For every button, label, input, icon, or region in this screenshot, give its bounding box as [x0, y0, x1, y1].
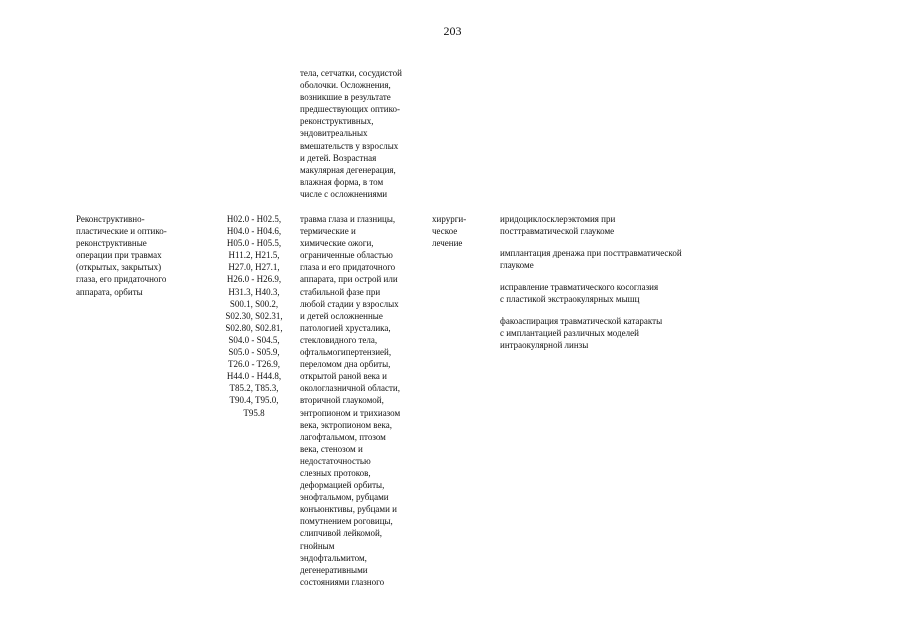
text-line: хирурги-: [432, 214, 467, 224]
icd-codes-cell: [214, 213, 294, 419]
text-line: химические ожоги,: [300, 238, 374, 249]
code-line: S00.1, S00.2,: [229, 298, 279, 309]
text-line: реконструктивные: [76, 238, 147, 249]
text-line: стабильной фазе при: [300, 286, 381, 297]
text-line: эндофтальмитом,: [300, 552, 367, 563]
method-item: [500, 247, 740, 271]
text-line: операции при травмах: [76, 250, 162, 261]
code-line: H04.0 - H04.6,: [226, 226, 282, 237]
code-line: H44.0 - H44.8,: [226, 371, 282, 382]
text-line: патологией хрусталика,: [300, 322, 391, 333]
text-line: ческое: [432, 226, 458, 237]
code-line: T26.0 - T26.9,: [227, 359, 281, 370]
text-line: пластические и оптико-: [76, 226, 167, 237]
code-line: S02.30, S02.31,: [225, 310, 283, 321]
text-line: энтропионом и трихиазом: [300, 407, 401, 418]
text-line: офтальмогипертензией,: [300, 347, 392, 358]
patient-model-cell: [300, 213, 430, 588]
code-line: T90.4, T95.0,: [229, 395, 279, 406]
text-line: эндовитреальных: [300, 128, 368, 139]
text-line: деформацией орбиты,: [300, 480, 385, 491]
text-line: Реконструктивно-: [76, 214, 145, 224]
text-line: дегенеративными: [300, 564, 368, 575]
text-line: энофтальмом, рубцами: [300, 492, 389, 503]
code-line: H27.0, H27.1,: [228, 262, 280, 273]
text-line: аппарата, орбиты: [76, 286, 143, 297]
text-line: глаза, его придаточного: [76, 274, 167, 285]
text-line: возникшие в результате: [300, 92, 391, 103]
treatment-type-cell: [432, 213, 492, 249]
text-line: термические и: [300, 226, 356, 237]
text-line: (открытых, закрытых): [76, 262, 162, 273]
text-line: слипчивой лейкомой,: [300, 528, 383, 539]
text-line: века, стенозом и: [300, 443, 363, 454]
text-line: травма глаза и глазницы,: [300, 214, 396, 224]
text-line: недостаточностью: [300, 455, 371, 466]
code-line: H02.0 - H02.5,: [226, 214, 282, 224]
treatment-methods-cell: [500, 213, 740, 361]
text-line: любой стадии у взрослых: [300, 298, 399, 309]
text-line: исправление травматического косоглазия: [500, 281, 659, 292]
text-line: слезных протоков,: [300, 467, 371, 478]
text-line: и детей осложненные: [300, 310, 383, 321]
text-line: ограниченные областью: [300, 250, 393, 261]
code-line: H05.0 - H05.5,: [226, 238, 282, 249]
text-line: предшествующих оптико-: [300, 104, 400, 115]
text-line: гнойным: [300, 540, 335, 551]
text-line: состояниями глазного: [300, 576, 385, 587]
page-number: 203: [443, 24, 462, 38]
code-line: H31.3, H40.3,: [228, 286, 280, 297]
text-line: переломом дна орбиты,: [300, 359, 391, 370]
code-line: T85.2, T85.3,: [229, 383, 279, 394]
previous-row-continuation: [300, 67, 430, 200]
method-item: [500, 213, 740, 237]
method-item: [500, 315, 740, 351]
method-item: [500, 281, 740, 305]
text-line: оболочки. Осложнения,: [300, 80, 391, 91]
text-line: открытой раной века и: [300, 371, 387, 382]
text-line: лагофтальмом, птозом: [300, 431, 386, 442]
intervention-name-cell: [76, 213, 206, 298]
text-line: влажная форма, в том: [300, 176, 384, 187]
text-line: реконструктивных,: [300, 116, 374, 127]
text-line: глаза и его придаточного: [300, 262, 396, 273]
code-line: T95.8: [243, 407, 265, 418]
text-line: вторичной глаукомой,: [300, 395, 384, 406]
text-line: глаукоме: [500, 260, 534, 271]
code-line: S02.80, S02.81,: [225, 322, 283, 333]
code-line: H11.2, H21.5,: [228, 250, 280, 261]
text-line: с пластикой экстраокулярных мышц: [500, 294, 640, 305]
text-line: посттравматической глаукоме: [500, 226, 615, 237]
text-line: иридоциклосклерэктомия при: [500, 214, 616, 224]
text-line: конъюнктивы, рубцами и: [300, 504, 397, 515]
text-line: окологлазничной области,: [300, 383, 400, 394]
code-line: S05.0 - S05.9,: [228, 347, 280, 358]
code-line: S04.0 - S04.5,: [228, 334, 280, 345]
text-line: стекловидного тела,: [300, 334, 378, 345]
text-line: интраокулярной линзы: [500, 340, 589, 351]
text-line: макулярная дегенерация,: [300, 164, 396, 175]
text-line: с имплантацией различных моделей: [500, 328, 639, 339]
text-line: вмешательств у взрослых: [300, 140, 399, 151]
text-line: века, эктропионом века,: [300, 419, 392, 430]
text-line: помутнением роговицы,: [300, 516, 393, 527]
text-line: аппарата, при острой или: [300, 274, 398, 285]
text-line: лечение: [432, 238, 463, 249]
code-line: H26.0 - H26.9,: [226, 274, 282, 285]
text-line: числе с осложнениями: [300, 188, 388, 199]
text-line: имплантация дренажа при посттравматической: [500, 247, 682, 258]
text-line: факоаспирация травматической катаракты: [500, 315, 663, 326]
text-line: и детей. Возрастная: [300, 152, 377, 163]
text-line: тела, сетчатки, сосудистой: [300, 68, 402, 78]
